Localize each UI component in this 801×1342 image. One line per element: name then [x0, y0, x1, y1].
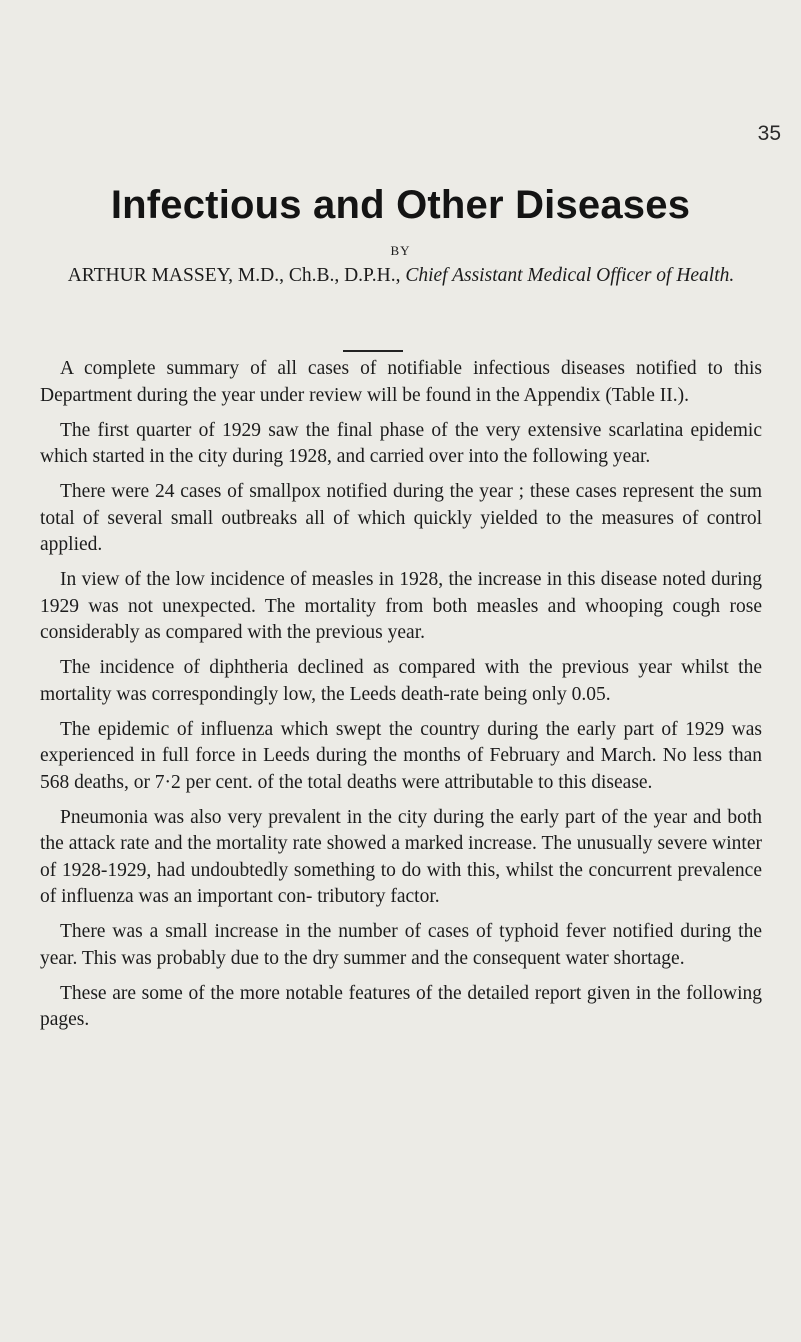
author-role: Chief Assistant Medical Officer of Health. [405, 265, 735, 286]
paragraph: Pneumonia was also very prevalent in the city during the early part of the year and both the attack rate and the mortality rate showed a marked increase. The unusually severe winter of 1928-1929, had undoubtedly something to do with this, whilst the concurrent prevalence of influenza was an important con- tributory factor. [40, 806, 762, 907]
paragraph: There was a small increase in the number of cases of typhoid fever notified during the year. This was probably due to the dry summer and the consequent water shortage. [40, 921, 762, 969]
paragraph: The incidence of diphtheria declined as compared with the previous year whilst the mortality was correspondingly low, the Leeds death-rate being only 0.05. [40, 657, 762, 705]
paragraph: The first quarter of 1929 saw the final phase of the very extensive scarlatina epidemic which started in the city during 1928, and carried over into the following year. [40, 419, 762, 467]
paragraph: A complete summary of all cases of notifiable infectious diseases notified to this Department during the year under review will be found in the Appendix (Table II.). [40, 358, 762, 406]
paragraph: These are some of the more notable features of the detailed report given in the following pages. [40, 982, 762, 1030]
paragraph: There were 24 cases of smallpox notified during the year ; these cases represent the sum total of several small outbreaks all of which quickly yielded to the measures of control applied. [40, 481, 762, 555]
body-text [40, 356, 762, 1042]
page-title: Infectious and Other Diseases [110, 183, 691, 227]
author-name: ARTHUR MASSEY, M.D., Ch.B., D.P.H., [67, 265, 401, 286]
byline-by: BY [390, 243, 411, 258]
paragraph: In view of the low incidence of measles in 1928, the increase in this disease noted during 1929 was not unexpected. The mortality from both measles and whooping cough rose considerably as compared with the previous year. [40, 569, 762, 643]
page-number: 35 [757, 122, 781, 145]
paragraph: The epidemic of influenza which swept the country during the early part of 1929 was experienced in full force in Leeds during the months of February and March. No less than 568 deaths, or 7·2 per cent. of the total deaths were attributable to this disease. [40, 718, 762, 793]
author-line [40, 260, 762, 291]
section-divider [343, 350, 403, 352]
